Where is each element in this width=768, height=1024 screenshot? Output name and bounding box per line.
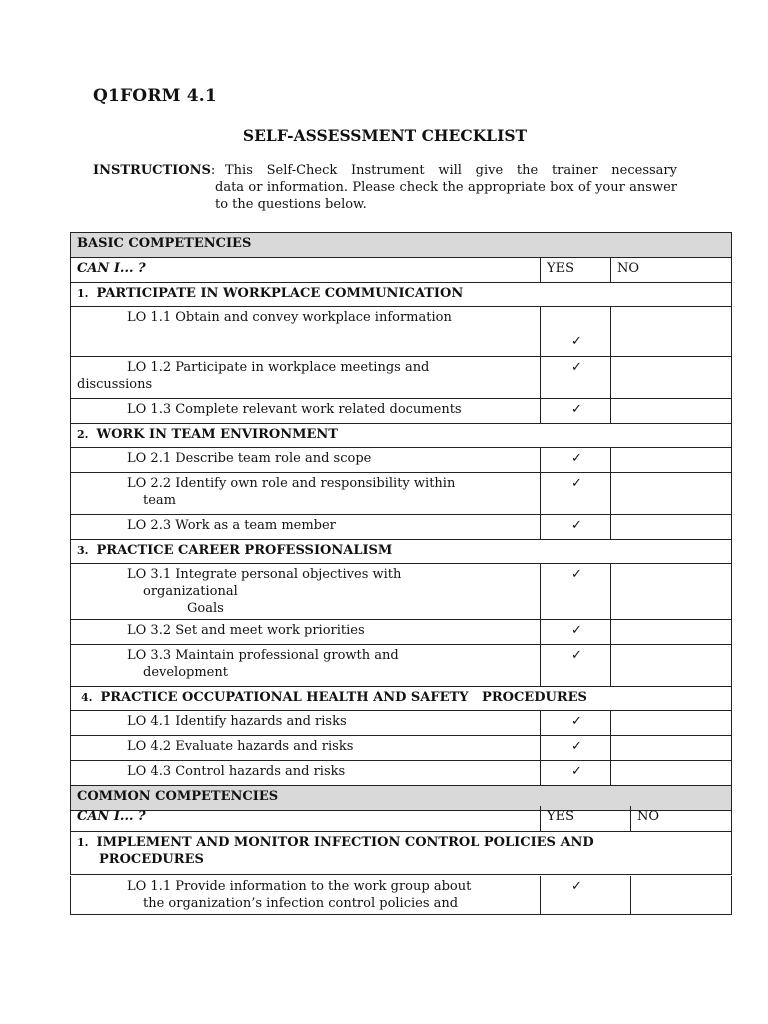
yes-checkbox[interactable]: ✓ xyxy=(541,473,611,515)
lo-description: LO 3.1 Integrate personal objectives with organizational Goals xyxy=(71,564,541,620)
instructions-text: data or information. Please check the appropriate box of your answer to the questions below. xyxy=(215,180,677,212)
common-competencies-table xyxy=(70,806,732,875)
can-i-label: CAN I... ? xyxy=(71,258,541,283)
yes-checkbox[interactable]: ✓ xyxy=(541,515,611,540)
lo-row xyxy=(71,645,732,687)
no-checkbox[interactable] xyxy=(611,620,732,645)
yes-checkbox[interactable]: ✓ xyxy=(541,736,611,761)
lo-row xyxy=(71,761,732,786)
lo-description: LO 4.2 Evaluate hazards and risks xyxy=(71,736,541,761)
lo-row xyxy=(71,399,732,424)
yes-checkbox[interactable]: ✓ xyxy=(541,876,631,915)
no-checkbox[interactable] xyxy=(611,307,732,357)
competency-row: 1. PARTICIPATE IN WORKPLACE COMMUNICATION xyxy=(71,283,732,307)
lo-row xyxy=(71,876,732,915)
yes-column-header: YES xyxy=(541,806,631,831)
yes-checkbox[interactable]: ✓ xyxy=(541,711,611,736)
competency-row: 4. PRACTICE OCCUPATIONAL HEALTH AND SAFETY PROCEDURES xyxy=(71,687,732,711)
lo-row xyxy=(71,473,732,515)
competency-row: 1. IMPLEMENT AND MONITOR INFECTION CONTROL POLICIES AND PROCEDURES xyxy=(71,831,732,874)
self-assessment-table xyxy=(70,232,732,811)
lo-description: LO 1.1 Provide information to the work group about the organization’s infection control policies and xyxy=(71,876,541,915)
yes-checkbox[interactable]: ✓ xyxy=(541,307,611,357)
common-lo-table xyxy=(70,876,732,915)
no-checkbox[interactable] xyxy=(611,448,732,473)
no-column-header: NO xyxy=(631,806,732,831)
basic-can-i-row xyxy=(71,258,732,283)
no-checkbox[interactable] xyxy=(611,761,732,786)
no-checkbox[interactable] xyxy=(611,399,732,424)
lo-description: LO 2.3 Work as a team member xyxy=(71,515,541,540)
common-can-i-row xyxy=(71,806,732,831)
lo-description: LO 3.2 Set and meet work priorities xyxy=(71,620,541,645)
lo-row xyxy=(71,357,732,399)
no-checkbox[interactable] xyxy=(631,876,732,915)
yes-checkbox[interactable]: ✓ xyxy=(541,645,611,687)
yes-checkbox[interactable]: ✓ xyxy=(541,357,611,399)
lo-row xyxy=(71,711,732,736)
lo-description: LO 1.2 Participate in workplace meetings and discussions xyxy=(71,357,541,399)
lo-row xyxy=(71,736,732,761)
no-checkbox[interactable] xyxy=(611,645,732,687)
lo-description: LO 1.3 Complete relevant work related documents xyxy=(71,399,541,424)
yes-checkbox[interactable]: ✓ xyxy=(541,620,611,645)
lo-row xyxy=(71,564,732,620)
no-column-header: NO xyxy=(611,258,732,283)
competency-row: 2. WORK IN TEAM ENVIRONMENT xyxy=(71,424,732,448)
lo-row xyxy=(71,448,732,473)
basic-competencies-heading: BASIC COMPETENCIES xyxy=(71,233,732,258)
no-checkbox[interactable] xyxy=(611,564,732,620)
competency-row: 3. PRACTICE CAREER PROFESSIONALISM xyxy=(71,540,732,564)
instructions-line1: This Self-Check Instrument will give the trainer necessary xyxy=(225,163,677,178)
yes-checkbox[interactable]: ✓ xyxy=(541,448,611,473)
lo-row xyxy=(71,515,732,540)
lo-description: LO 2.1 Describe team role and scope xyxy=(71,448,541,473)
no-checkbox[interactable] xyxy=(611,711,732,736)
yes-checkbox[interactable]: ✓ xyxy=(541,761,611,786)
instructions-label: INSTRUCTIONS: xyxy=(93,163,216,178)
document-title: SELF-ASSESSMENT CHECKLIST xyxy=(242,126,528,145)
lo-description: LO 3.3 Maintain professional growth and development xyxy=(71,645,541,687)
lo-description: LO 1.1 Obtain and convey workplace information xyxy=(71,307,541,357)
yes-column-header: YES xyxy=(541,258,611,283)
no-checkbox[interactable] xyxy=(611,736,732,761)
yes-checkbox[interactable]: ✓ xyxy=(541,564,611,620)
can-i-label: CAN I... ? xyxy=(71,806,541,831)
lo-row xyxy=(71,620,732,645)
common-competencies-heading: COMMON COMPETENCIES xyxy=(71,786,732,811)
yes-checkbox[interactable]: ✓ xyxy=(541,399,611,424)
no-checkbox[interactable] xyxy=(611,357,732,399)
form-id: Q1FORM 4.1 xyxy=(93,86,217,106)
no-checkbox[interactable] xyxy=(611,515,732,540)
lo-description: LO 4.3 Control hazards and risks xyxy=(71,761,541,786)
lo-description: LO 2.2 Identify own role and responsibility within team xyxy=(71,473,541,515)
lo-row xyxy=(71,307,732,357)
no-checkbox[interactable] xyxy=(611,473,732,515)
lo-description: LO 4.1 Identify hazards and risks xyxy=(71,711,541,736)
